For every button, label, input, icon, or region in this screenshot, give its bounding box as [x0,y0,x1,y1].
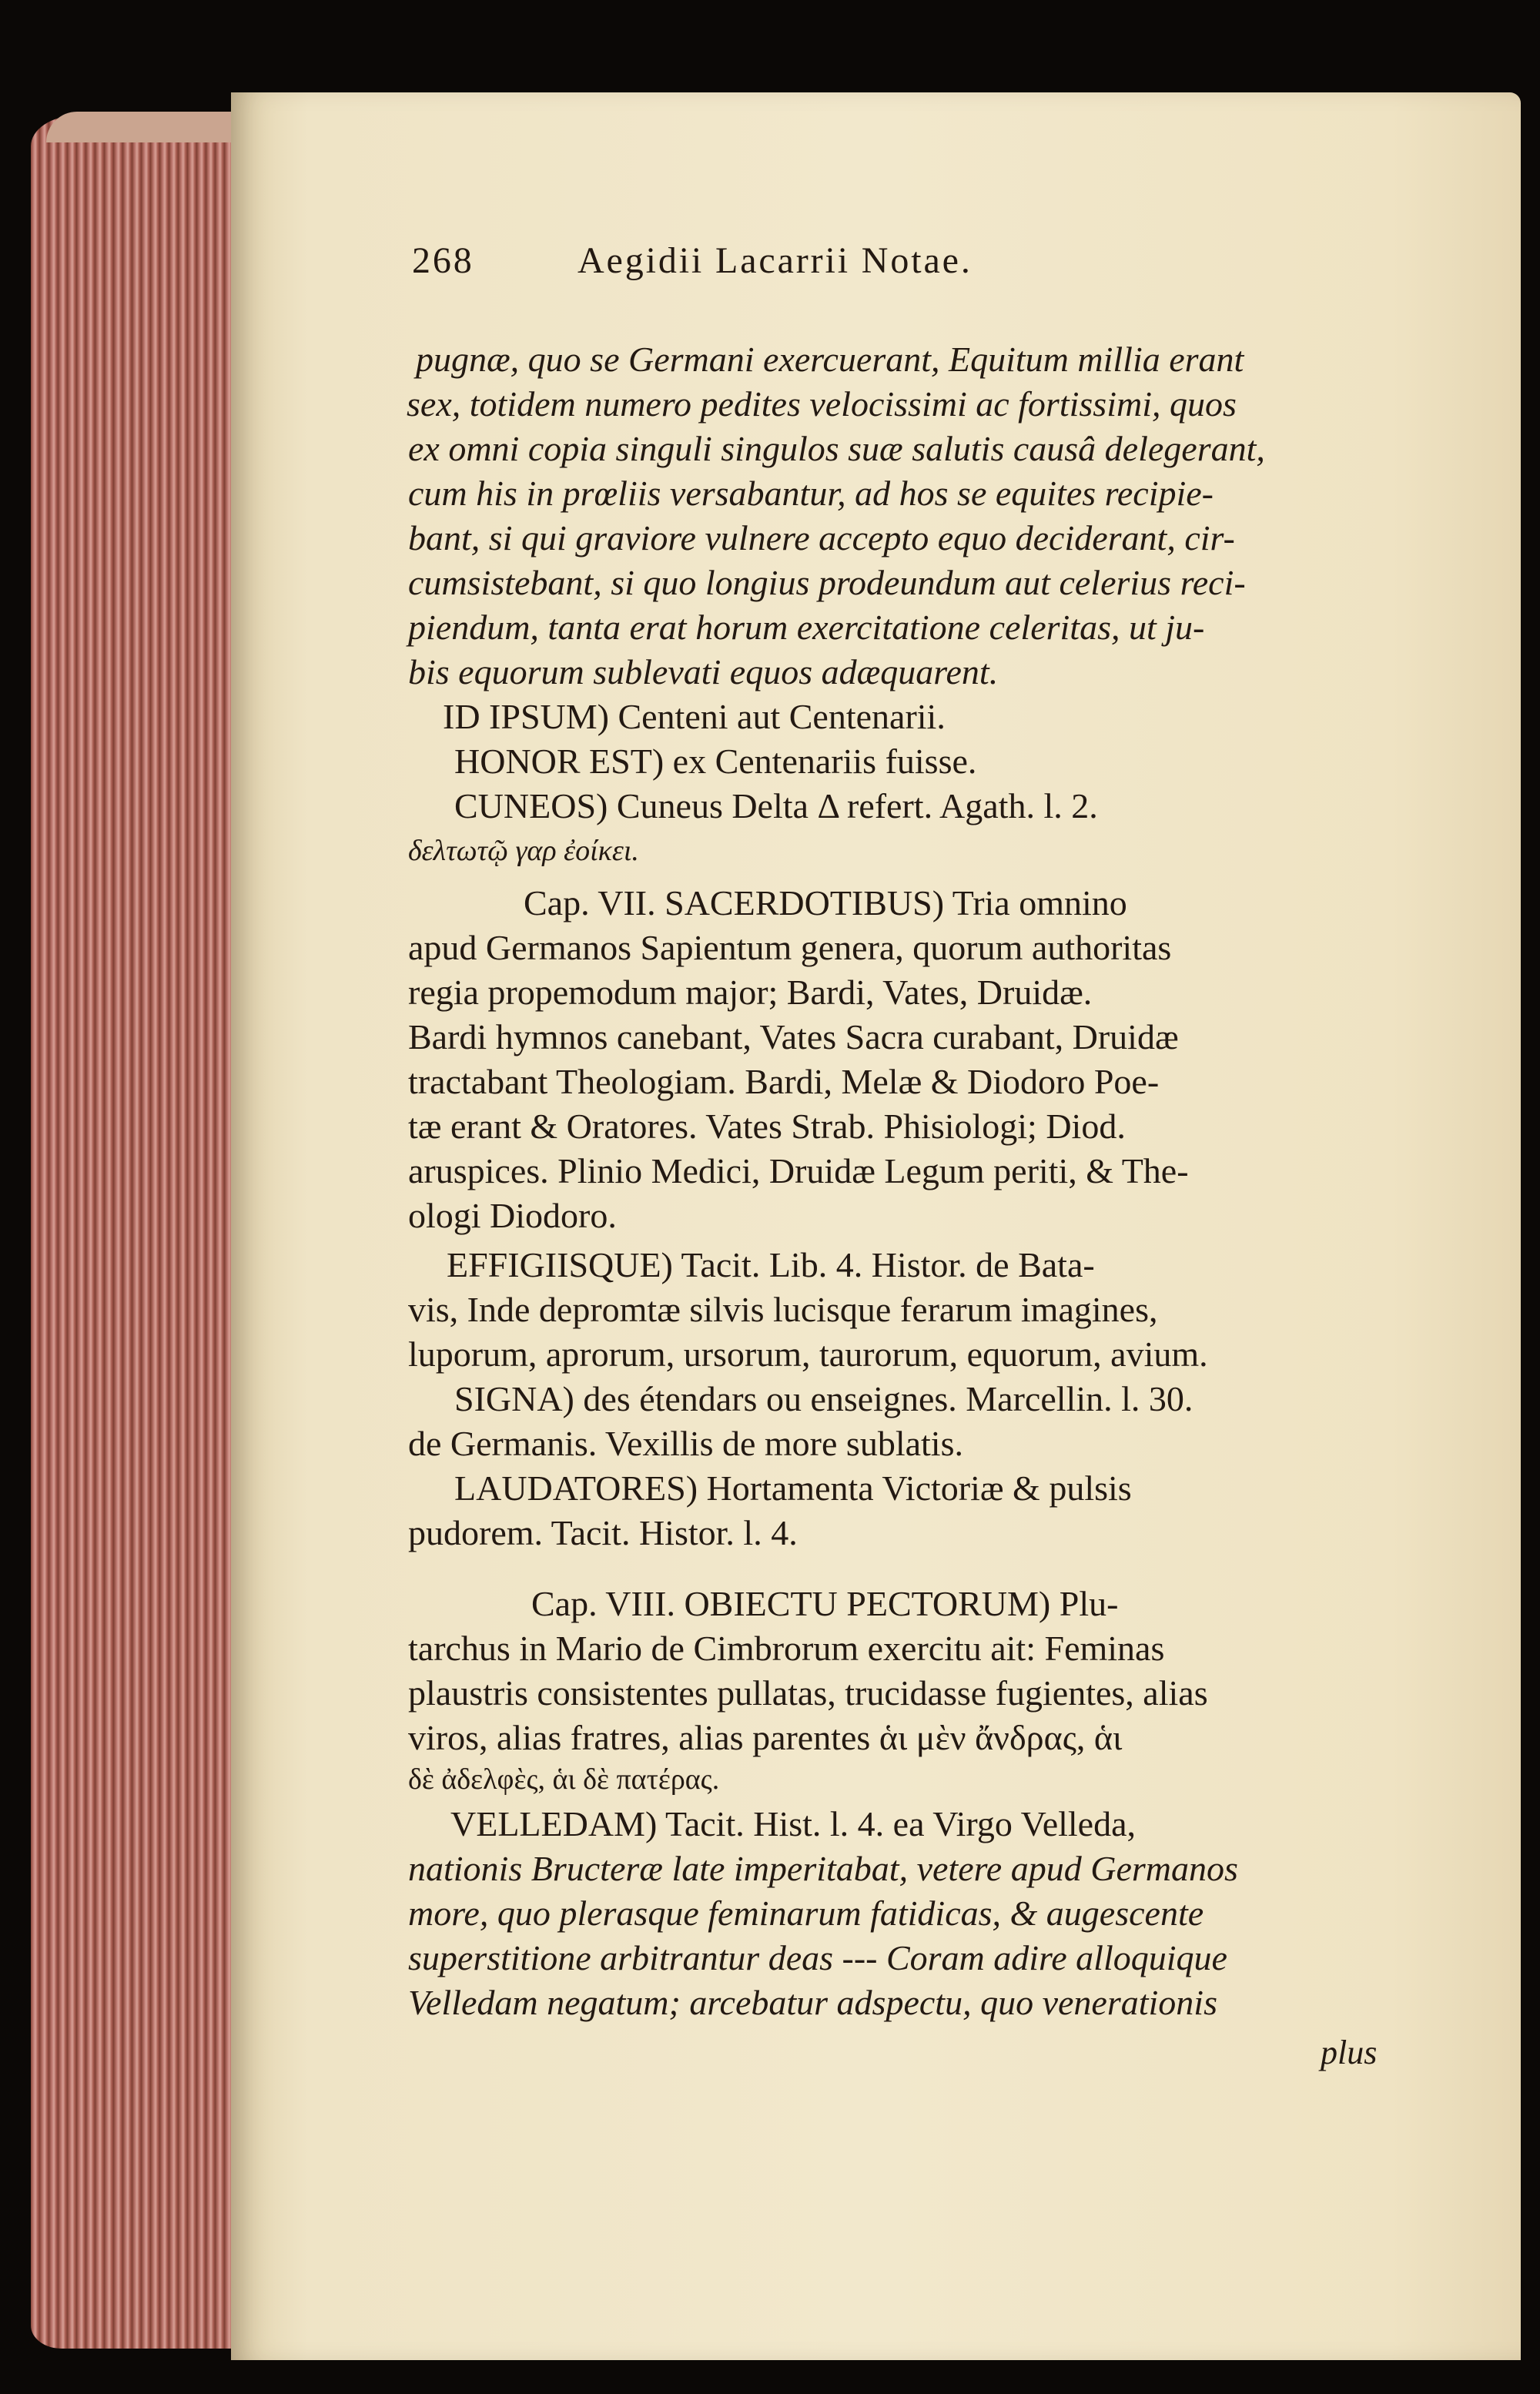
note-line: CUNEOS) Cuneus Delta Δ refert. Agath. l. 2. [454,786,1098,825]
page-number: 268 [412,240,474,281]
text-line: luporum, aprorum, ursorum, taurorum, equorum, avium. [408,1334,1208,1374]
text-line: Bardi hymnos canebant, Vates Sacra curabant, Druidæ [408,1017,1179,1056]
text-line: bant, si qui graviore vulnere accepto equo deciderant, cir- [408,518,1235,557]
greek-line: δελτωτῷ γαρ ἐοίκει. [408,835,639,867]
book-top-edge [46,112,262,142]
text-line: ex omni copia singuli singulos suæ salutis causâ delegerant, [408,429,1265,468]
text-line: Velledam negatum; arcebatur adspectu, quo venerationis [408,1983,1217,2022]
note-line: EFFIGIISQUE) Tacit. Lib. 4. Histor. de Bata- [447,1245,1095,1284]
text-line: cum his in prœliis versabantur, ad hos se equites recipie- [408,474,1214,513]
text-line: bis equorum sublevati equos adæquarent. [408,652,999,691]
text-line: vis, Inde depromtæ silvis lucisque ferarum imagines, [408,1290,1158,1329]
text-line: tarchus in Mario de Cimbrorum exercitu ait: Feminas [408,1629,1165,1668]
text-line: pudorem. Tacit. Histor. l. 4. [408,1513,798,1552]
note-line: SIGNA) des étendars ou enseignes. Marcellin. l. 30. [454,1379,1194,1418]
chapter-line: Cap. VII. SACERDOTIBUS) Tria omnino [524,883,1127,922]
text-line: tæ erant & Oratores. Vates Strab. Phisiologi; Diod. [408,1107,1126,1146]
text-line: ologi Diodoro. [408,1196,617,1235]
chapter-line: Cap. VIII. OBIECTU PECTORUM) Plu- [531,1584,1119,1623]
text-line: apud Germanos Sapientum genera, quorum authoritas [408,928,1172,967]
running-title: Aegidii Lacarrii Notae. [578,240,973,281]
text-line: piendum, tanta erat horum exercitatione celeritas, ut ju- [408,608,1205,647]
note-line: ID IPSUM) Centeni aut Centenarii. [443,697,946,736]
text-line: pugnæ, quo se Germani exercuerant, Equitum millia erant [416,340,1244,379]
text-line: sex, totidem numero pedites velocissimi ac fortissimi, quos [407,384,1237,424]
note-line: LAUDATORES) Hortamenta Victoriæ & pulsis [454,1468,1132,1508]
greek-line: δὲ ἀδελφὲς, ἁι δὲ πατέρας. [408,1763,720,1796]
text-line: regia propemodum major; Bardi, Vates, Druidæ. [408,973,1093,1012]
text-line: nationis Bructeræ late imperitabat, vetere apud Germanos [408,1849,1238,1888]
catchword: plus [1321,2034,1378,2071]
book-fore-edge [31,116,254,2349]
text-line: plaustris consistentes pullatas, trucidasse fugientes, alias [408,1673,1208,1713]
text-line: tractabant Theologiam. Bardi, Melæ & Diodoro Poe- [408,1062,1160,1101]
note-line: HONOR EST) ex Centenariis fuisse. [454,742,977,781]
note-line: VELLEDAM) Tacit. Hist. l. 4. ea Virgo Velleda, [450,1804,1137,1843]
text-line: aruspices. Plinio Medici, Druidæ Legum periti, & The- [408,1151,1189,1190]
text-line: de Germanis. Vexillis de more sublatis. [408,1424,963,1463]
text-line: more, quo plerasque feminarum fatidicas, & augescente [408,1893,1204,1933]
text-line: superstitione arbitrantur deas --- Coram adire alloquique [408,1938,1227,1977]
text-line: viros, alias fratres, alias parentes ἁι μὲν ἄνδρας, ἁι [408,1718,1123,1757]
text-line: cumsistebant, si quo longius prodeundum aut celerius reci- [408,563,1246,602]
